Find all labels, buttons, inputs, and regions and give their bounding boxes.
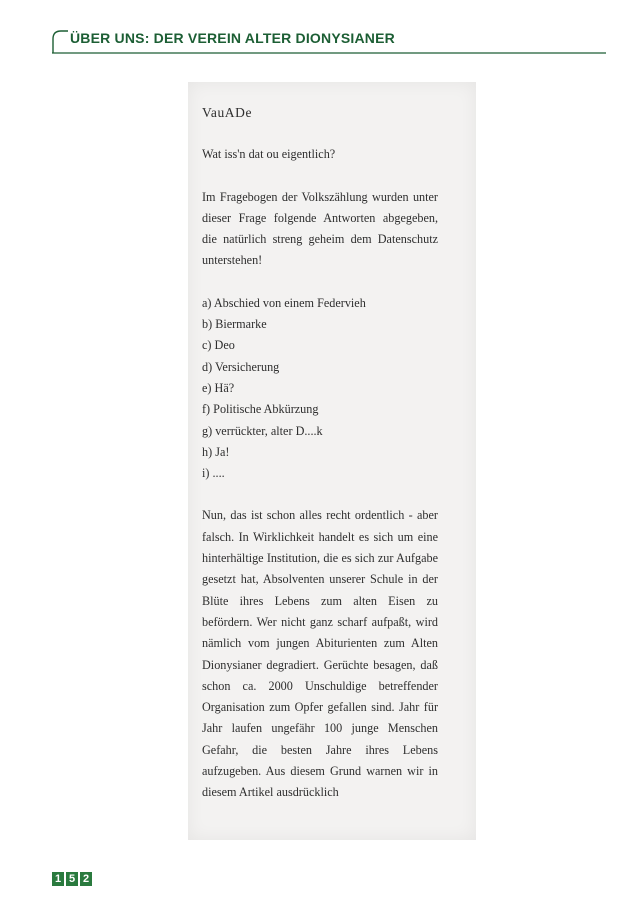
page-header — [52, 30, 606, 54]
list-item: h) Ja! — [202, 444, 230, 459]
list-item: g) verrückter, alter D....k — [202, 423, 323, 438]
article-body: Nun, das ist schon alles recht ordentlich - aber falsch. In Wirklichkeit handelt es sich um eine hinterhältige Institution, die es sich zur Aufgabe gesetzt hat, Absolventen unserer Schule in der Blüte ihres Lebens zum alten Eisen zu befördern. Wer nicht ganz scharf aufpaßt, wird nämlich vom jungen Abiturienten zum Alten Dionysianer degradiert. Gerüchte besagen, daß schon ca. 2000 Unschuldige betreffender Organisation zum Opfer gefallen sind. Jahr für Jahr laufen ungefähr 100 junge Menschen Gefahr, die besten Jahre ihres Lebens aufzugeben. Aus diesem Grund warnen wir in diesem Artikel ausdrücklich — [202, 508, 438, 800]
page-number-digit: 1 — [52, 872, 64, 886]
list-item: a) Abschied von einem Federvieh — [202, 295, 366, 310]
article-title: VauADe — [202, 105, 253, 120]
list-item: f) Politische Abkürzung — [202, 402, 319, 417]
list-item: c) Deo — [202, 338, 235, 353]
article-content — [202, 102, 438, 804]
list-item: b) Biermarke — [202, 317, 267, 332]
article-intro: Im Fragebogen der Volkszählung wurden unter dieser Frage folgende Antworten abgegeben, die natürlich streng geheim dem Datenschutz unterstehen! — [202, 189, 438, 268]
page-number-digit: 5 — [66, 872, 78, 886]
page-number-digit: 2 — [80, 872, 92, 886]
list-item: d) Versicherung — [202, 359, 280, 374]
section-title: ÜBER UNS: DER VEREIN ALTER DIONYSIANER — [70, 30, 395, 46]
list-item: i) .... — [202, 466, 225, 481]
page-number — [52, 872, 92, 886]
article-question: Wat iss'n dat ou eigentlich? — [202, 147, 336, 162]
scanned-article — [188, 82, 476, 840]
answer-list — [202, 293, 438, 485]
list-item: e) Hä? — [202, 380, 235, 395]
